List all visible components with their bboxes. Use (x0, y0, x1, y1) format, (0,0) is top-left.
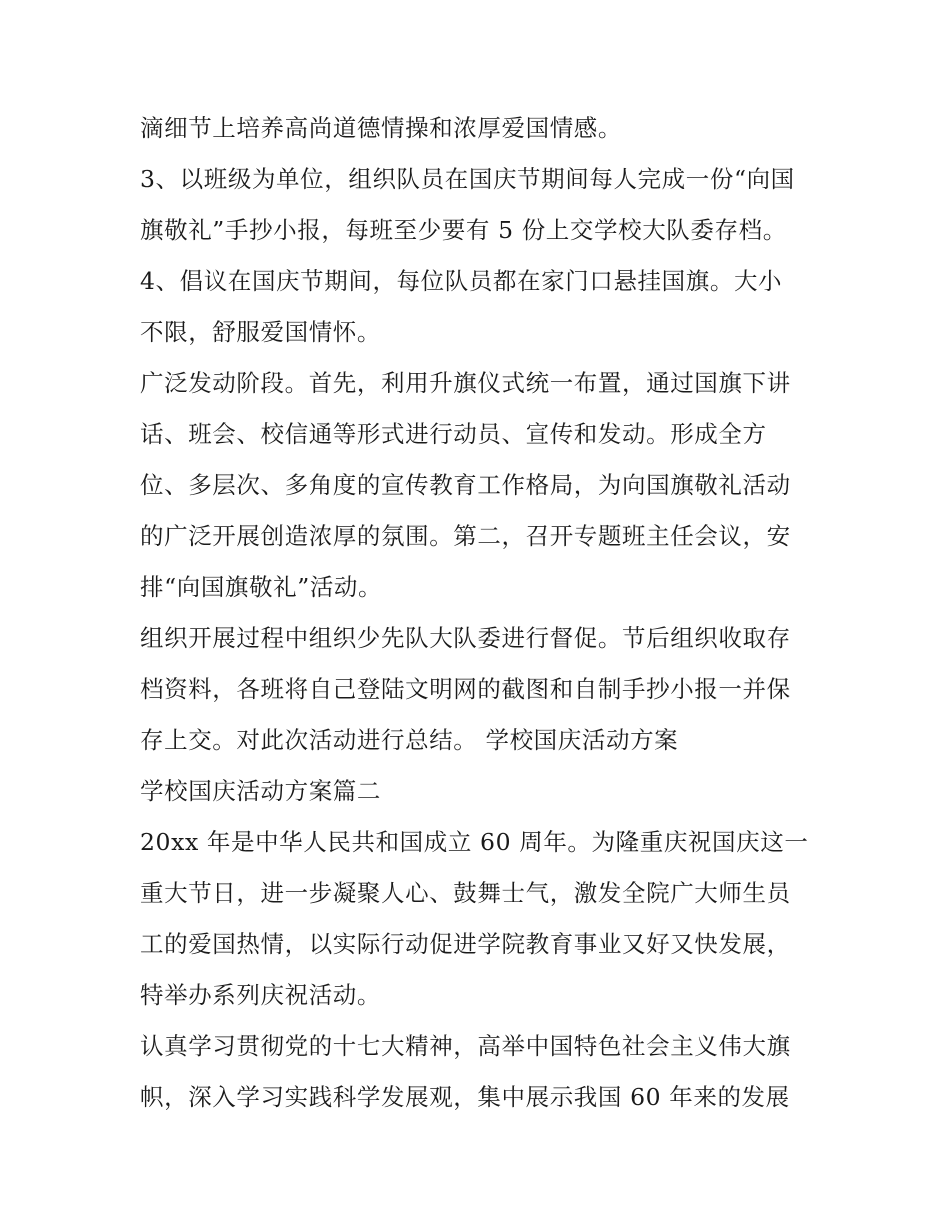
text-line: 位、多层次、多角度的宣传教育工作格局，为向国旗敬礼活动 (140, 471, 791, 499)
text-line: 滴细节上培养高尚道德情操和浓厚爱国情感。 (140, 114, 622, 142)
text-line: 3、以班级为单位，组织队员在国庆节期间每人完成一份“向国 (140, 165, 795, 193)
text-line: 特举办系列庆祝活动。 (140, 981, 381, 1009)
text-line: 档资料，各班将自己登陆文明网的截图和自制手抄小报一并保 (140, 675, 791, 703)
document-body (140, 103, 820, 1123)
text-line: 认真学习贯彻党的十七大精神，高举中国特色社会主义伟大旗 (140, 1032, 791, 1060)
text-line: 广泛发动阶段。首先，利用升旗仪式统一布置，通过国旗下讲 (140, 369, 791, 397)
text-line: 排“向国旗敬礼”活动。 (140, 573, 383, 601)
text-line: 4、倡议在国庆节期间，每位队员都在家门口悬挂国旗。大小 (140, 267, 783, 295)
text-line: 组织开展过程中组织少先队大队委进行督促。节后组织收取存 (140, 624, 791, 652)
text-line: 话、班会、校信通等形式进行动员、宣传和发动。形成全方 (140, 420, 767, 448)
text-line: 20xx 年是中华人民共和国成立 60 周年。为隆重庆祝国庆这一 (140, 828, 809, 856)
section-heading: 学校国庆活动方案篇二 (140, 777, 381, 805)
text-line: 重大节日，进一步凝聚人心、鼓舞士气，激发全院广大师生员 (140, 879, 791, 907)
text-line: 旗敬礼”手抄小报，每班至少要有 5 份上交学校大队委存档。 (140, 216, 787, 244)
text-line: 工的爱国热情，以实际行动促进学院教育事业又好又快发展， (140, 930, 791, 958)
text-line: 的广泛开展创造浓厚的氛围。第二，召开专题班主任会议，安 (140, 522, 791, 550)
text-line: 帜，深入学习实践科学发展观，集中展示我国 60 年来的发展 (140, 1083, 790, 1111)
text-line: 不限，舒服爱国情怀。 (140, 318, 381, 346)
text-line: 存上交。对此次活动进行总结。 学校国庆活动方案 (140, 726, 679, 754)
